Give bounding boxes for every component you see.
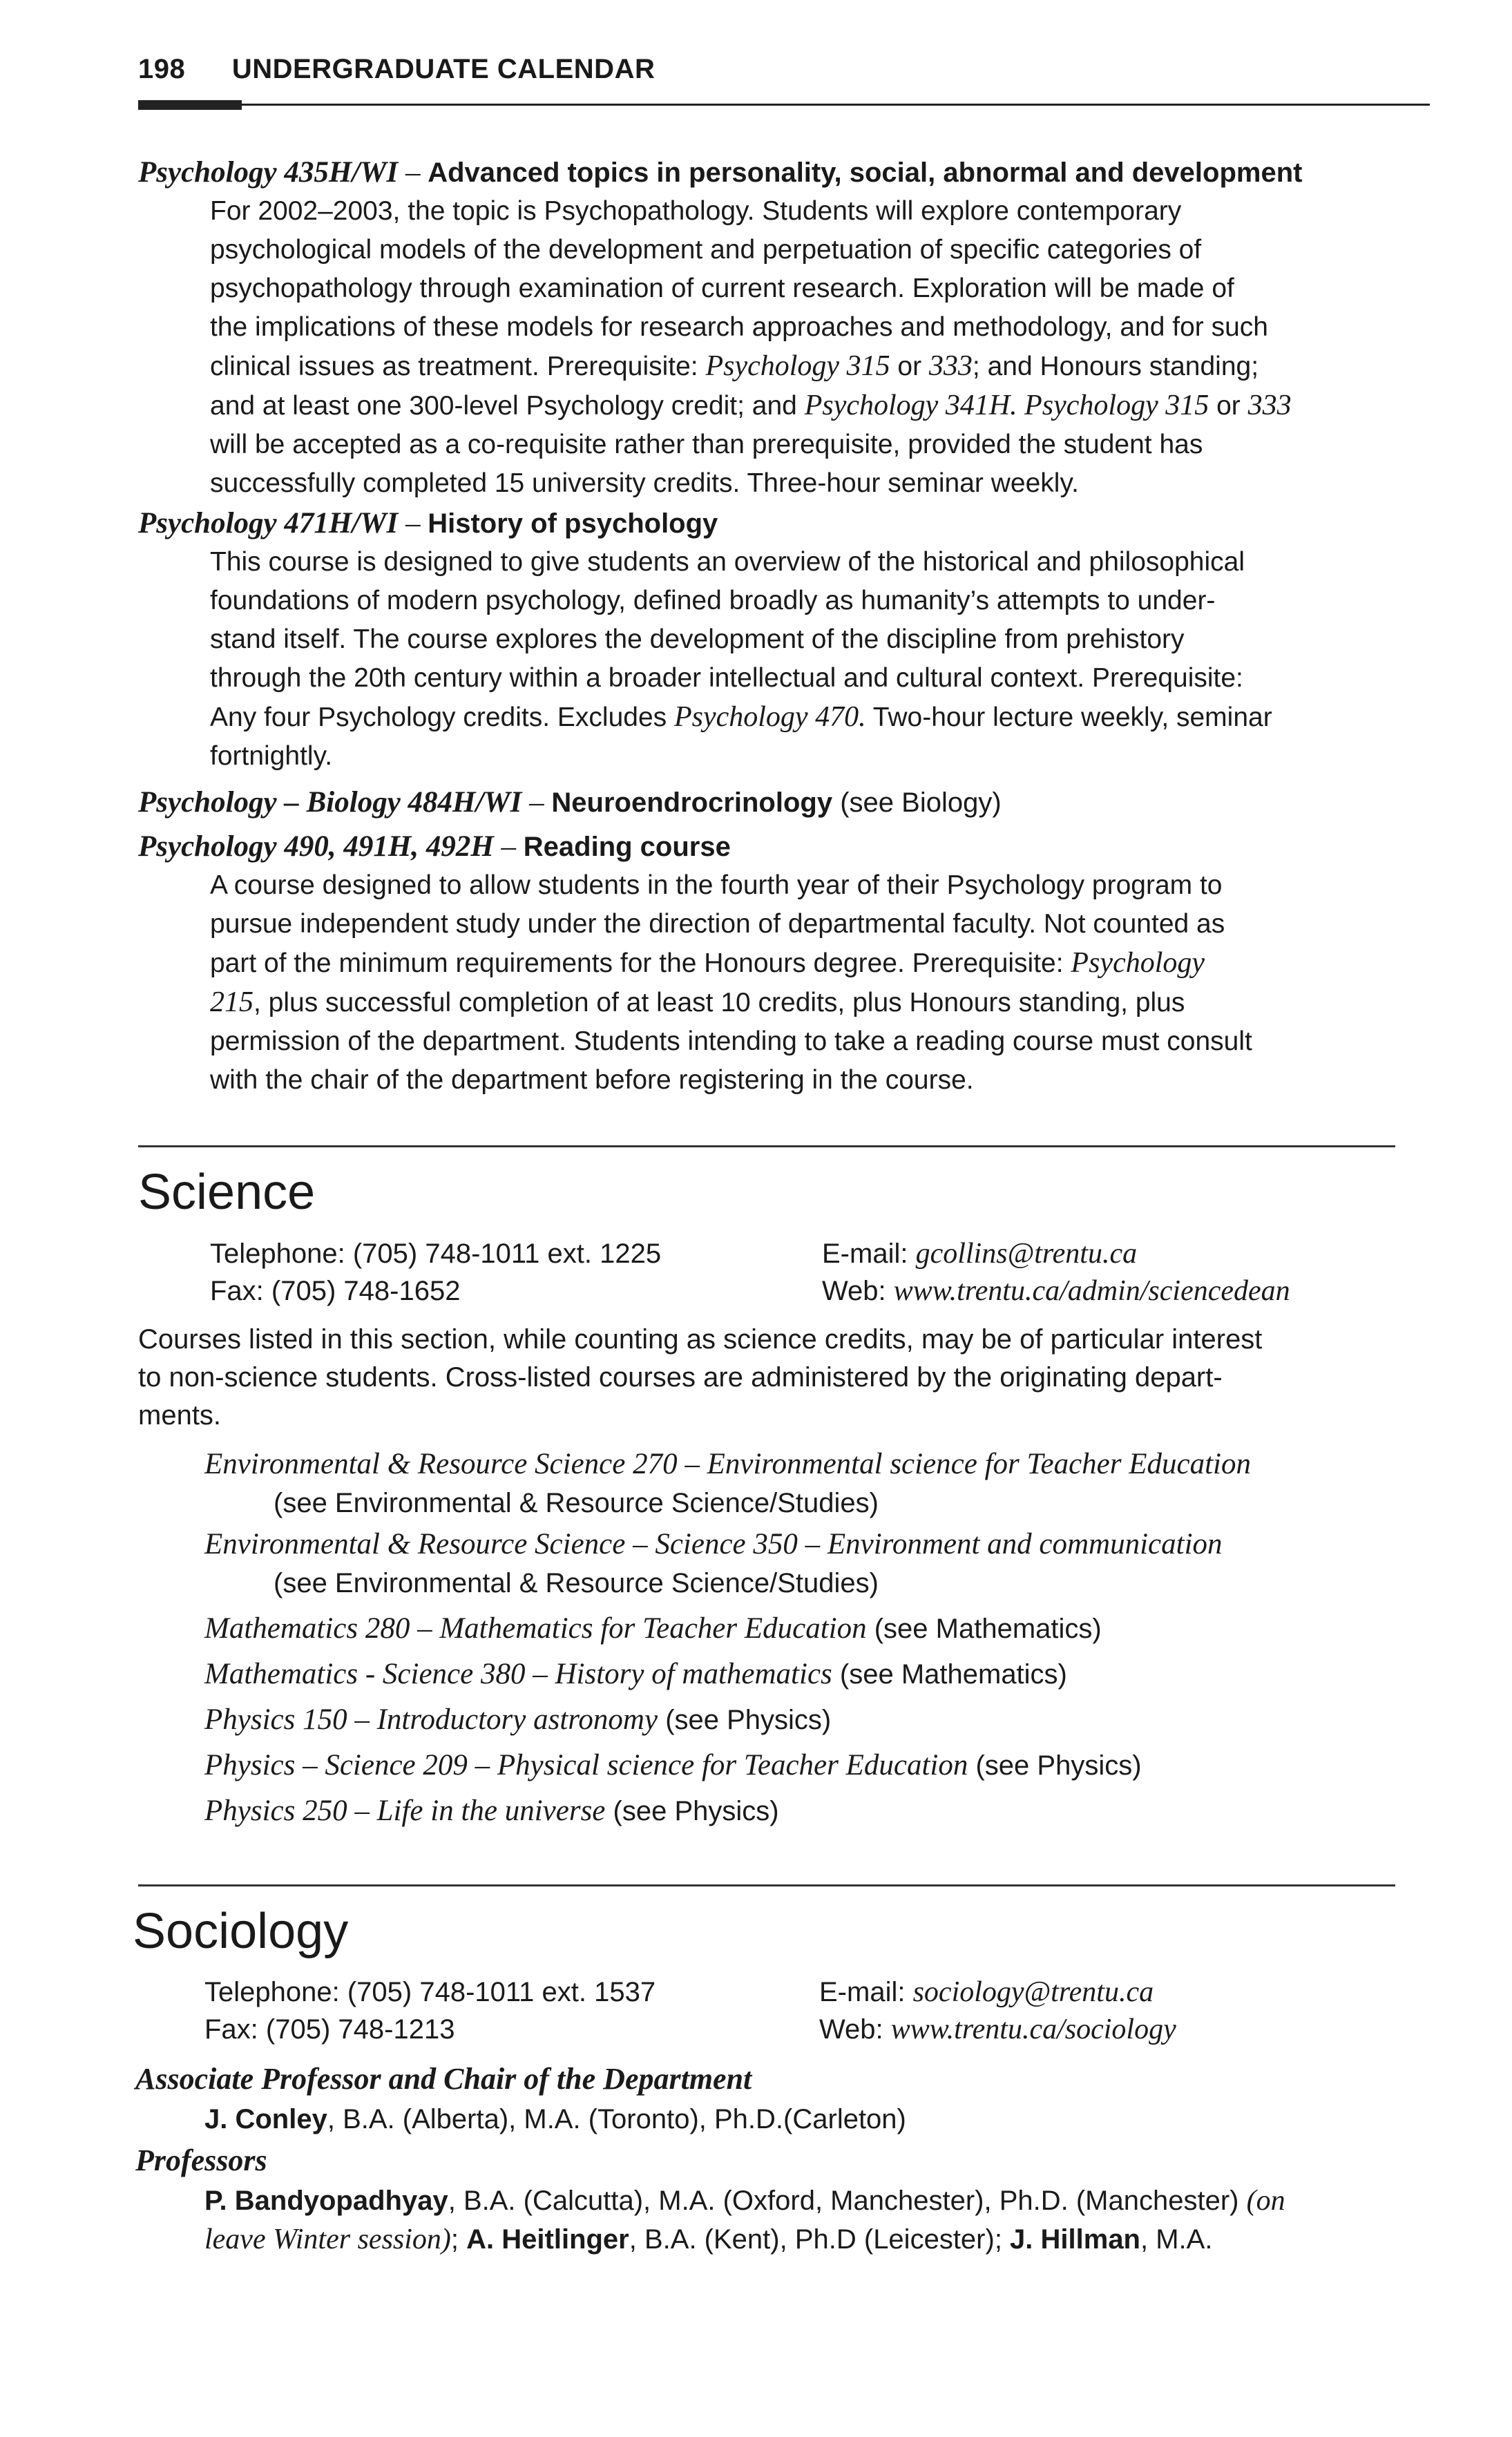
course-description: For 2002–2003, the topic is Psychopathology. Students will explore contemporary psychological models of the development and perpetuation of specific categories of psychopathology through examination of current research. Exploration will be made of the implications of these models for research approaches and methodology, and for such clinical issues as treatment. Prerequisite: Psychology 315 or 333; and Honours standing; and at least one 300-level Psychology credit; and Psychology 341H. Psychology 315 or 333 will be accepted as a co-requisite rather than prerequisite, provided the student has successfully completed 15 university credits. Three-hour seminar weekly.	[210, 196, 1292, 498]
course-name: History of psychology	[428, 508, 718, 539]
sociology-phone-block	[204, 1974, 655, 2048]
list-item-subline: (see Environmental & Resource Science/Studies)	[274, 1568, 879, 1598]
course-entry	[138, 828, 1437, 1100]
fax: Fax: (705) 748-1213	[204, 2014, 455, 2045]
course-entry	[138, 504, 1437, 776]
web-link[interactable]: www.trentu.ca/admin/sciencedean	[893, 1275, 1290, 1307]
telephone: Telephone: (705) 748-1011 ext. 1225	[210, 1239, 662, 1269]
faculty-name: J. Conley	[204, 2104, 327, 2134]
list-item: Environmental & Resource Science – Science 350 – Environment and communication	[204, 1528, 1223, 1560]
section-divider	[138, 1884, 1395, 1886]
list-item-subline: (see Environmental & Resource Science/Studies)	[274, 1488, 879, 1518]
faculty-name: J. Hillman	[1010, 2224, 1140, 2255]
course-title: Psychology – Biology 484H/WI – Neuroendrocrinology (see Biology)	[138, 786, 1002, 819]
science-intro: Courses listed in this section, while counting as science credits, may be of particular interest to non-science students. Cross-listed courses are administered by the originating depart- ments.	[138, 1324, 1263, 1431]
faculty-name: P. Bandyopadhyay	[204, 2186, 448, 2216]
course-code: Psychology 471H/WI	[138, 507, 399, 539]
faculty-role-heading: Professors	[135, 2143, 267, 2177]
fax: Fax: (705) 748-1652	[210, 1276, 461, 1306]
course-title: Psychology 435H/WI – Advanced topics in personality, social, abnormal and development	[138, 156, 1303, 189]
header-rule	[138, 104, 1430, 106]
faculty-member: J. Conley, B.A. (Alberta), M.A. (Toronto), Ph.D.(Carleton)	[204, 2104, 906, 2134]
course-name: Reading course	[523, 832, 731, 862]
section-title-sociology: Sociology	[133, 1904, 349, 1959]
course-title: Psychology 471H/WI – History of psychology	[138, 507, 718, 539]
faculty-role-heading: Associate Professor and Chair of the Department	[135, 2062, 752, 2096]
running-header	[138, 54, 655, 85]
list-item: Physics 250 – Life in the universe (see Physics)	[204, 1795, 779, 1827]
course-code: Psychology 490, 491H, 492H	[138, 830, 494, 863]
course-code: Psychology 435H/WI	[138, 156, 399, 189]
list-item: Physics 150 – Introductory astronomy (see Physics)	[204, 1703, 832, 1736]
science-phone-block	[210, 1235, 661, 1310]
sociology-online-block: E-mail: sociology@trentu.ca Web: www.trentu.ca/sociology	[819, 1976, 1176, 2045]
list-item: Mathematics - Science 380 – History of mathematics (see Mathematics)	[204, 1658, 1067, 1690]
header-rule-accent	[138, 100, 242, 110]
course-name: Advanced topics in personality, social, abnormal and development	[428, 157, 1303, 188]
page-number: 198	[138, 54, 186, 84]
header-title: UNDERGRADUATE CALENDAR	[231, 54, 655, 84]
course-description: This course is designed to give students an overview of the historical and philosophical foundations of modern psychology, defined broadly as humanity’s attempts to under- stand itself. The course explores the development of the discipline from prehistory through the 20th century within a broader intellectual and cultural context. Prerequisite: Any four Psychology credits. Excludes Psychology 470. Two-hour lecture weekly, seminar fortnightly.	[210, 547, 1272, 771]
course-title: Psychology 490, 491H, 492H – Reading course	[138, 830, 731, 863]
science-course-list	[204, 1445, 1441, 1831]
telephone: Telephone: (705) 748-1011 ext. 1537	[204, 1977, 656, 2007]
course-description: A course designed to allow students in the fourth year of their Psychology program to pursue independent study under the direction of departmental faculty. Not counted as part of the minimum requirements for the Honours degree. Prerequisite: Psychology 215, plus successful completion of at least 10 credits, plus Honours standing, plus permission of the department. Students intending to take a reading course must consult with the chair of the department before registering in the course.	[210, 870, 1252, 1095]
section-divider	[138, 1145, 1395, 1147]
course-entry	[138, 783, 1437, 822]
section-title-science: Science	[138, 1165, 316, 1220]
email-link[interactable]: gcollins@trentu.ca	[915, 1238, 1138, 1270]
list-item: Environmental & Resource Science 270 – Environmental science for Teacher Education	[204, 1448, 1251, 1480]
course-code: Psychology – Biology 484H/WI	[138, 786, 522, 819]
course-name: Neuroendrocrinology	[551, 787, 833, 818]
web-link[interactable]: www.trentu.ca/sociology	[890, 2014, 1176, 2045]
cross-reference: (see Biology)	[832, 787, 1002, 818]
faculty-list: P. Bandyopadhyay, B.A. (Calcutta), M.A. (Oxford, Manchester), Ph.D. (Manchester) (on leave Winter session); A. Heitlinger, B.A. (Kent), Ph.D (Leicester); J. Hillman, M.A.	[204, 2185, 1285, 2255]
list-item: Mathematics 280 – Mathematics for Teacher Education (see Mathematics)	[204, 1612, 1102, 1645]
faculty-name: A. Heitlinger	[466, 2224, 629, 2255]
science-online-block: E-mail: gcollins@trentu.ca Web: www.trentu.ca/admin/sciencedean	[822, 1238, 1290, 1307]
email-link[interactable]: sociology@trentu.ca	[912, 1976, 1154, 2008]
course-entry	[138, 153, 1437, 503]
list-item: Physics – Science 209 – Physical science for Teacher Education (see Physics)	[204, 1749, 1142, 1781]
